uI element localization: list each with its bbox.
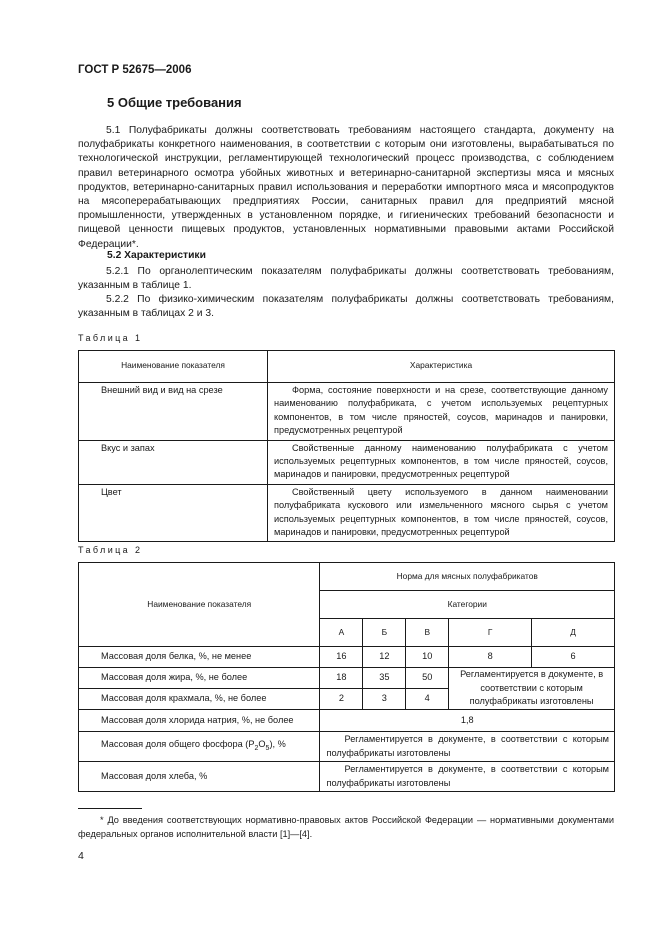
paragraph-5-1: 5.1 Полуфабрикаты должны соответствовать требованиям настоящего стандарта, документу на полуфабрикаты конкретного наименования, в соответствии с которым они изготовлены, вырабатываться по технологической инструкции, регламентирующей технологический процесс производства, с соблюдением правил ветеринарного осмотра убойных животных и ветеринарно-санитарной экспертизы мяса и мясных продуктов, ветеринарно-санитарных правил использования и переработки импортного мяса и мясопродуктов на мясоперерабатывающих предприятиях России, санитарных правил для предприятий мясной промышленности, утвержденных в установленном порядке, и гигиенических требований безопасности и пищевой ценности пищевых продуктов, установленных нормативными правовыми актами Российской Федерации*. <box>78 125 614 250</box>
table-cell-name: Массовая доля хлеба, % <box>79 762 320 792</box>
table-1 <box>78 350 615 542</box>
subsection-title-5-2: 5.2 Характеристики <box>107 250 206 261</box>
table-cell-value: 4 <box>406 689 449 710</box>
table-cell-value: 10 <box>406 647 449 668</box>
name-text: O <box>258 738 266 749</box>
table-cell-value: 16 <box>320 647 363 668</box>
table-header-cell: Наименование показателя <box>79 351 268 383</box>
table-row <box>79 762 615 792</box>
table-cell-value: 3 <box>363 689 406 710</box>
table-row <box>79 668 615 689</box>
category-cell: В <box>406 619 449 647</box>
subscript: 5 <box>265 744 270 752</box>
table1-caption: Таблица 1 <box>78 333 143 343</box>
table-row <box>79 732 615 762</box>
table-cell-name: Массовая доля белка, %, не менее <box>79 647 320 668</box>
table-cell-value: 2 <box>320 689 363 710</box>
table-2 <box>78 562 615 792</box>
table-cell-value: 12 <box>363 647 406 668</box>
table-row <box>79 484 615 542</box>
section-title: 5 Общие требования <box>107 95 242 110</box>
table-cell-value: 6 <box>532 647 615 668</box>
table-header-cell: Наименование показателя <box>79 563 320 647</box>
footnote-divider <box>78 808 142 809</box>
category-cell: Д <box>532 619 615 647</box>
name-text: ), % <box>269 738 286 749</box>
table-cell-name <box>79 732 320 762</box>
category-cell: Б <box>363 619 406 647</box>
name-text: Массовая доля общего фосфора (P <box>101 738 255 749</box>
table-row <box>79 647 615 668</box>
table-cell-value: 8 <box>449 647 532 668</box>
paragraph-5-2-2: 5.2.2 По физико-химическим показателям полуфабрикаты должны соответствовать требованиям, указанным в таблицах 2 и 3. <box>78 294 614 320</box>
table-header-cell: Категории <box>320 591 615 619</box>
table-cell-name: Вкус и запах <box>79 440 268 484</box>
table-cell-regulated: Регламентируется в документе, в соответствии с которым полуфабрикаты изготовлены <box>449 668 615 710</box>
table-cell-value: 50 <box>406 668 449 689</box>
table-cell-name: Внешний вид и вид на срезе <box>79 383 268 441</box>
table-cell-name: Массовая доля хлорида натрия, %, не более <box>79 710 320 732</box>
footnote-text: * До введения соответствующих нормативно-правовых актов Российской Федерации — нормативными документами федеральных органов исполнительной власти [1]—[4]. <box>78 815 614 839</box>
table-cell-regulated: Регламентируется в документе, в соответствии с которым полуфабрикаты изготовлены <box>320 762 615 792</box>
category-cell: А <box>320 619 363 647</box>
table-cell-name: Цвет <box>79 484 268 542</box>
table-header-cell: Норма для мясных полуфабрикатов <box>320 563 615 591</box>
table-row <box>79 383 615 441</box>
table-cell-name: Массовая доля крахмала, %, не более <box>79 689 320 710</box>
page-number: 4 <box>78 850 84 862</box>
table-header-row <box>79 563 615 591</box>
paragraph-5-2-1: 5.2.1 По органолептическим показателям полуфабрикаты должны соответствовать требованиям, указанным в таблице 1. <box>78 266 614 292</box>
table-cell-value: 1,8 <box>320 710 615 732</box>
table-cell-name: Массовая доля жира, %, не более <box>79 668 320 689</box>
document-code-header: ГОСТ Р 52675—2006 <box>78 64 192 76</box>
table-cell-text: Форма, состояние поверхности и на срезе, соответствующие данному наименованию полуфабриката, с учетом используемых рецептурных компонентов, в том числе пряностей, соусов, маринадов и панировки, предусмотренных рецептурой <box>268 383 615 441</box>
table-row <box>79 710 615 732</box>
table2-caption: Таблица 2 <box>78 545 143 555</box>
table-cell-text: Свойственный цвету используемого в данном наименовании полуфабриката кускового или измельченного мясного сырья с учетом используемых рецептурных компонентов, в том числе пряностей, соусов, маринадов и панировки, предусмотренных рецептурой <box>268 484 615 542</box>
table-cell-text: Свойственные данному наименованию полуфабриката с учетом используемых рецептурных компонентов, в том числе пряностей, соусов, маринадов и панировки, предусмотренных рецептурой <box>268 440 615 484</box>
table-header-cell: Характеристика <box>268 351 615 383</box>
subscript: 2 <box>254 744 259 752</box>
table-cell-value: 18 <box>320 668 363 689</box>
table-header-row <box>79 351 615 383</box>
table-row <box>79 440 615 484</box>
table-cell-value: 35 <box>363 668 406 689</box>
category-cell: Г <box>449 619 532 647</box>
table-cell-regulated: Регламентируется в документе, в соответствии с которым полуфабрикаты изготовлены <box>320 732 615 762</box>
